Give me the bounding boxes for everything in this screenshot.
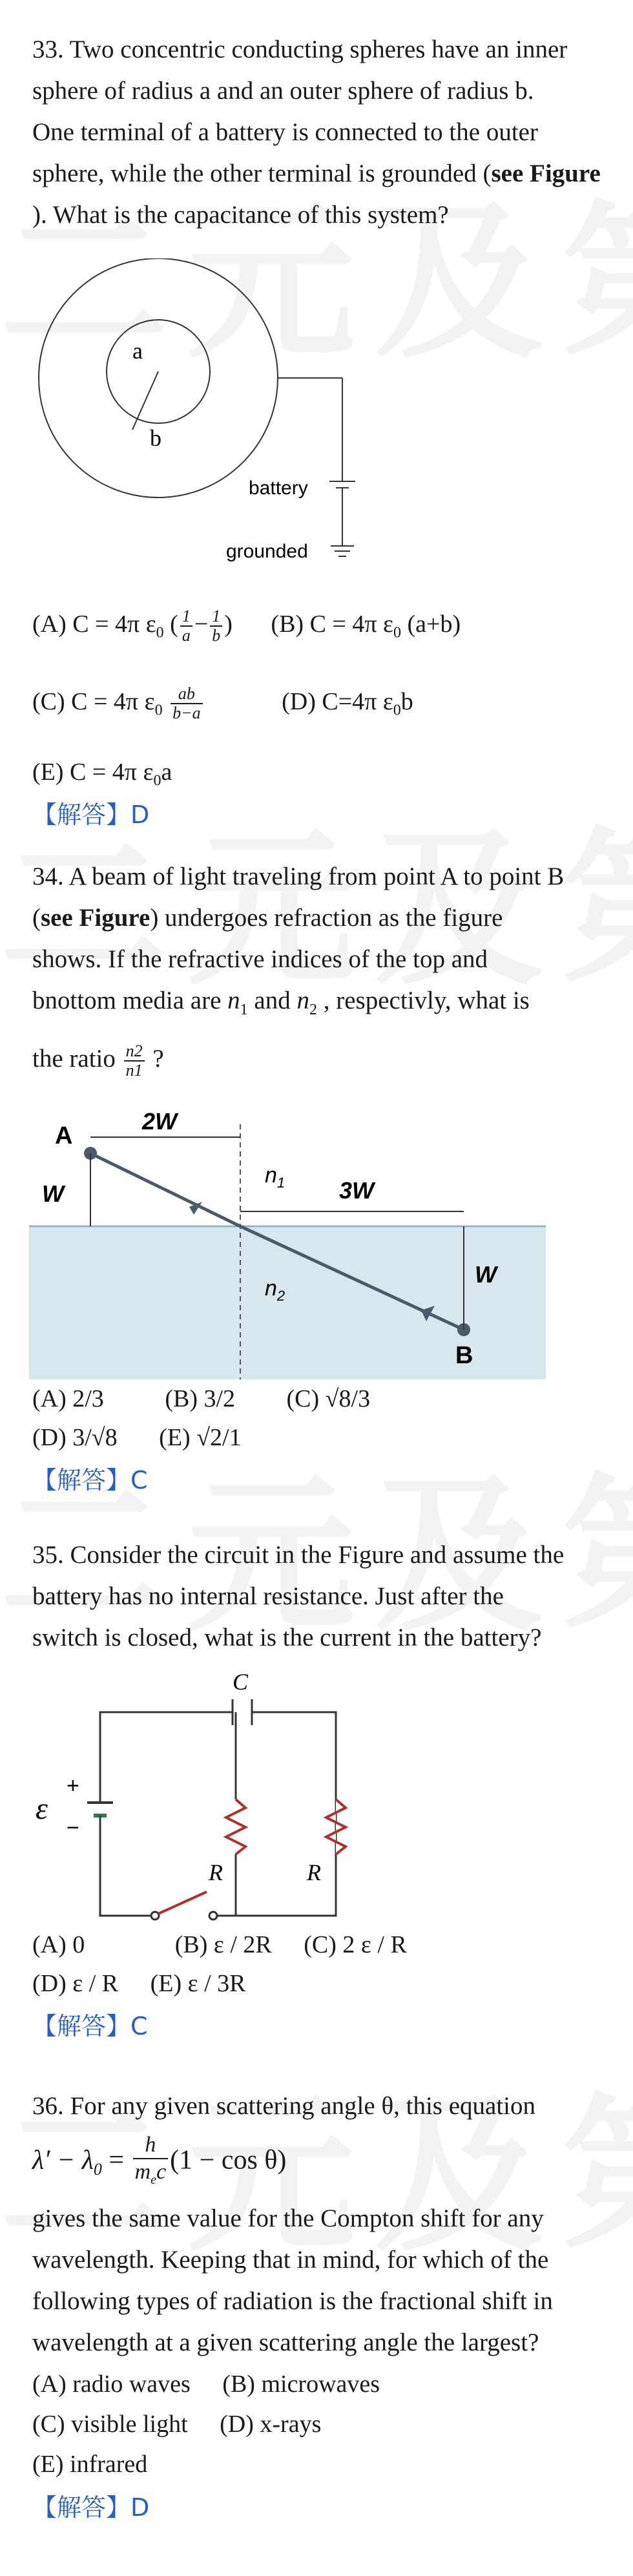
q36-option-a: (A) radio waves <box>32 2371 191 2398</box>
q34-options-row1 <box>32 1383 370 1415</box>
q33-option-d: (D) C=4π $\varepsilon_0b$ <box>282 687 413 719</box>
q34-option-e: (E) √2/1 <box>159 1424 242 1451</box>
circuit-figure <box>36 1660 358 1925</box>
q34-option-b: (B) 3/2 <box>165 1385 236 1412</box>
q35-options-row1 <box>32 1929 407 1961</box>
resistor-2 <box>326 1799 346 1854</box>
question-36-line1: 36. For any given scattering angle θ, this equation <box>32 2092 536 2120</box>
resistor-1 <box>226 1799 245 1854</box>
q35-answer: 【解答】C <box>32 2012 148 2040</box>
q36-options-row2 <box>32 2408 321 2440</box>
label-n1: $n_1$ <box>265 1163 285 1191</box>
question-34-text: 34. A beam of light traveling from point A to point B (see Figure) undergoes refraction as the figure shows. If the refractive indices of the top and bnottom media are $n_1$ and $n_2$ , respectivly, what is the ratio $\frac{n2}{n1}$ ? <box>32 863 565 1080</box>
label-b: b <box>150 425 161 451</box>
label-w-left: W <box>42 1180 64 1207</box>
q35-option-e: (E) ε / 3R <box>150 1970 246 1997</box>
label-B: B <box>455 1342 473 1369</box>
q34-option-a: (A) 2/3 <box>32 1385 104 1412</box>
outer-sphere <box>39 258 278 497</box>
label-C: C <box>233 1669 249 1695</box>
q36-option-d: (D) x-rays <box>220 2411 322 2438</box>
label-R2: R <box>307 1859 321 1885</box>
q33-options-row1 <box>32 607 461 649</box>
label-w-right: W <box>475 1261 497 1288</box>
q33-option-c: (C) C = 4π $\varepsilon_0$ $\frac{ab}{b-a}$ <box>32 688 211 715</box>
switch-terminal <box>151 1912 159 1920</box>
label-3w: 3W <box>339 1177 374 1204</box>
q36-option-b: (B) microwaves <box>222 2371 380 2398</box>
switch-lever <box>158 1892 207 1914</box>
label-plus: + <box>67 1774 79 1798</box>
compton-equation: $\lambda' - \lambda_0$ = $\frac{h}{m_ec}$ (1 − cos θ) <box>32 2133 287 2187</box>
wire <box>100 1712 233 1803</box>
q34-answer: 【解答】C <box>32 1466 148 1494</box>
switch-terminal <box>209 1912 217 1920</box>
label-epsilon: ε <box>36 1792 48 1826</box>
q36-options-row1 <box>32 2368 380 2400</box>
q33-option-a: (A) C = 4π $\varepsilon_0$ ( $\frac{1}{a}$ − $\frac{1}{b}$ ) <box>32 607 239 645</box>
label-R1: R <box>209 1859 223 1885</box>
q36-answer: 【解答】D <box>32 2493 150 2522</box>
label-a: a <box>132 338 143 364</box>
q33-option-e: (E) C = 4π $\varepsilon_0a$ <box>32 759 172 790</box>
q34-option-d: (D) 3/√8 <box>32 1424 118 1451</box>
q33-option-b: (B) C = 4π $\varepsilon_0$ (a+b) <box>271 610 461 642</box>
q35-option-c: (C) 2 ε / R <box>304 1931 407 1958</box>
spheres-figure <box>32 258 368 581</box>
label-n2: $n_2$ <box>265 1276 285 1304</box>
question-35-text: 35. Consider the circuit in the Figure and assume the battery has no internal resistance. Just after the switch is closed, what is the current in the battery? <box>32 1541 565 1651</box>
q36-option-c: (C) visible light <box>32 2411 188 2438</box>
q34-option-c: (C) √8/3 <box>286 1385 371 1412</box>
q34-options-row2 <box>32 1421 242 1454</box>
q35-option-b: (B) ε / 2R <box>174 1931 272 1958</box>
question-36-text: gives the same value for the Compton shift for any wavelength. Keeping that in mind, for which of the following types of radiation is the fractional shift in wavelength at a given scattering angle the largest? <box>32 2204 553 2356</box>
refraction-figure <box>29 1105 546 1379</box>
q33-options-row2 <box>32 685 413 726</box>
label-A: A <box>55 1122 73 1149</box>
q35-options-row2 <box>32 1967 246 2000</box>
label-2w: 2W <box>142 1108 177 1135</box>
question-33-text: 33. Two concentric conducting spheres have an inner sphere of radius a and an outer sphere of radius b. One terminal of a battery is connected to the outer sphere, while the other terminal is grounded (see Figure ). What is the capacitance of this system? <box>32 36 601 229</box>
label-battery: battery <box>249 477 308 499</box>
q33-answer: 【解答】D <box>32 801 150 829</box>
label-grounded: grounded <box>226 541 308 562</box>
q35-option-a: (A) 0 <box>32 1931 85 1958</box>
q36-option-e: (E) infrared <box>32 2451 148 2478</box>
label-minus: − <box>67 1816 79 1840</box>
q35-option-d: (D) ε / R <box>32 1970 119 1997</box>
